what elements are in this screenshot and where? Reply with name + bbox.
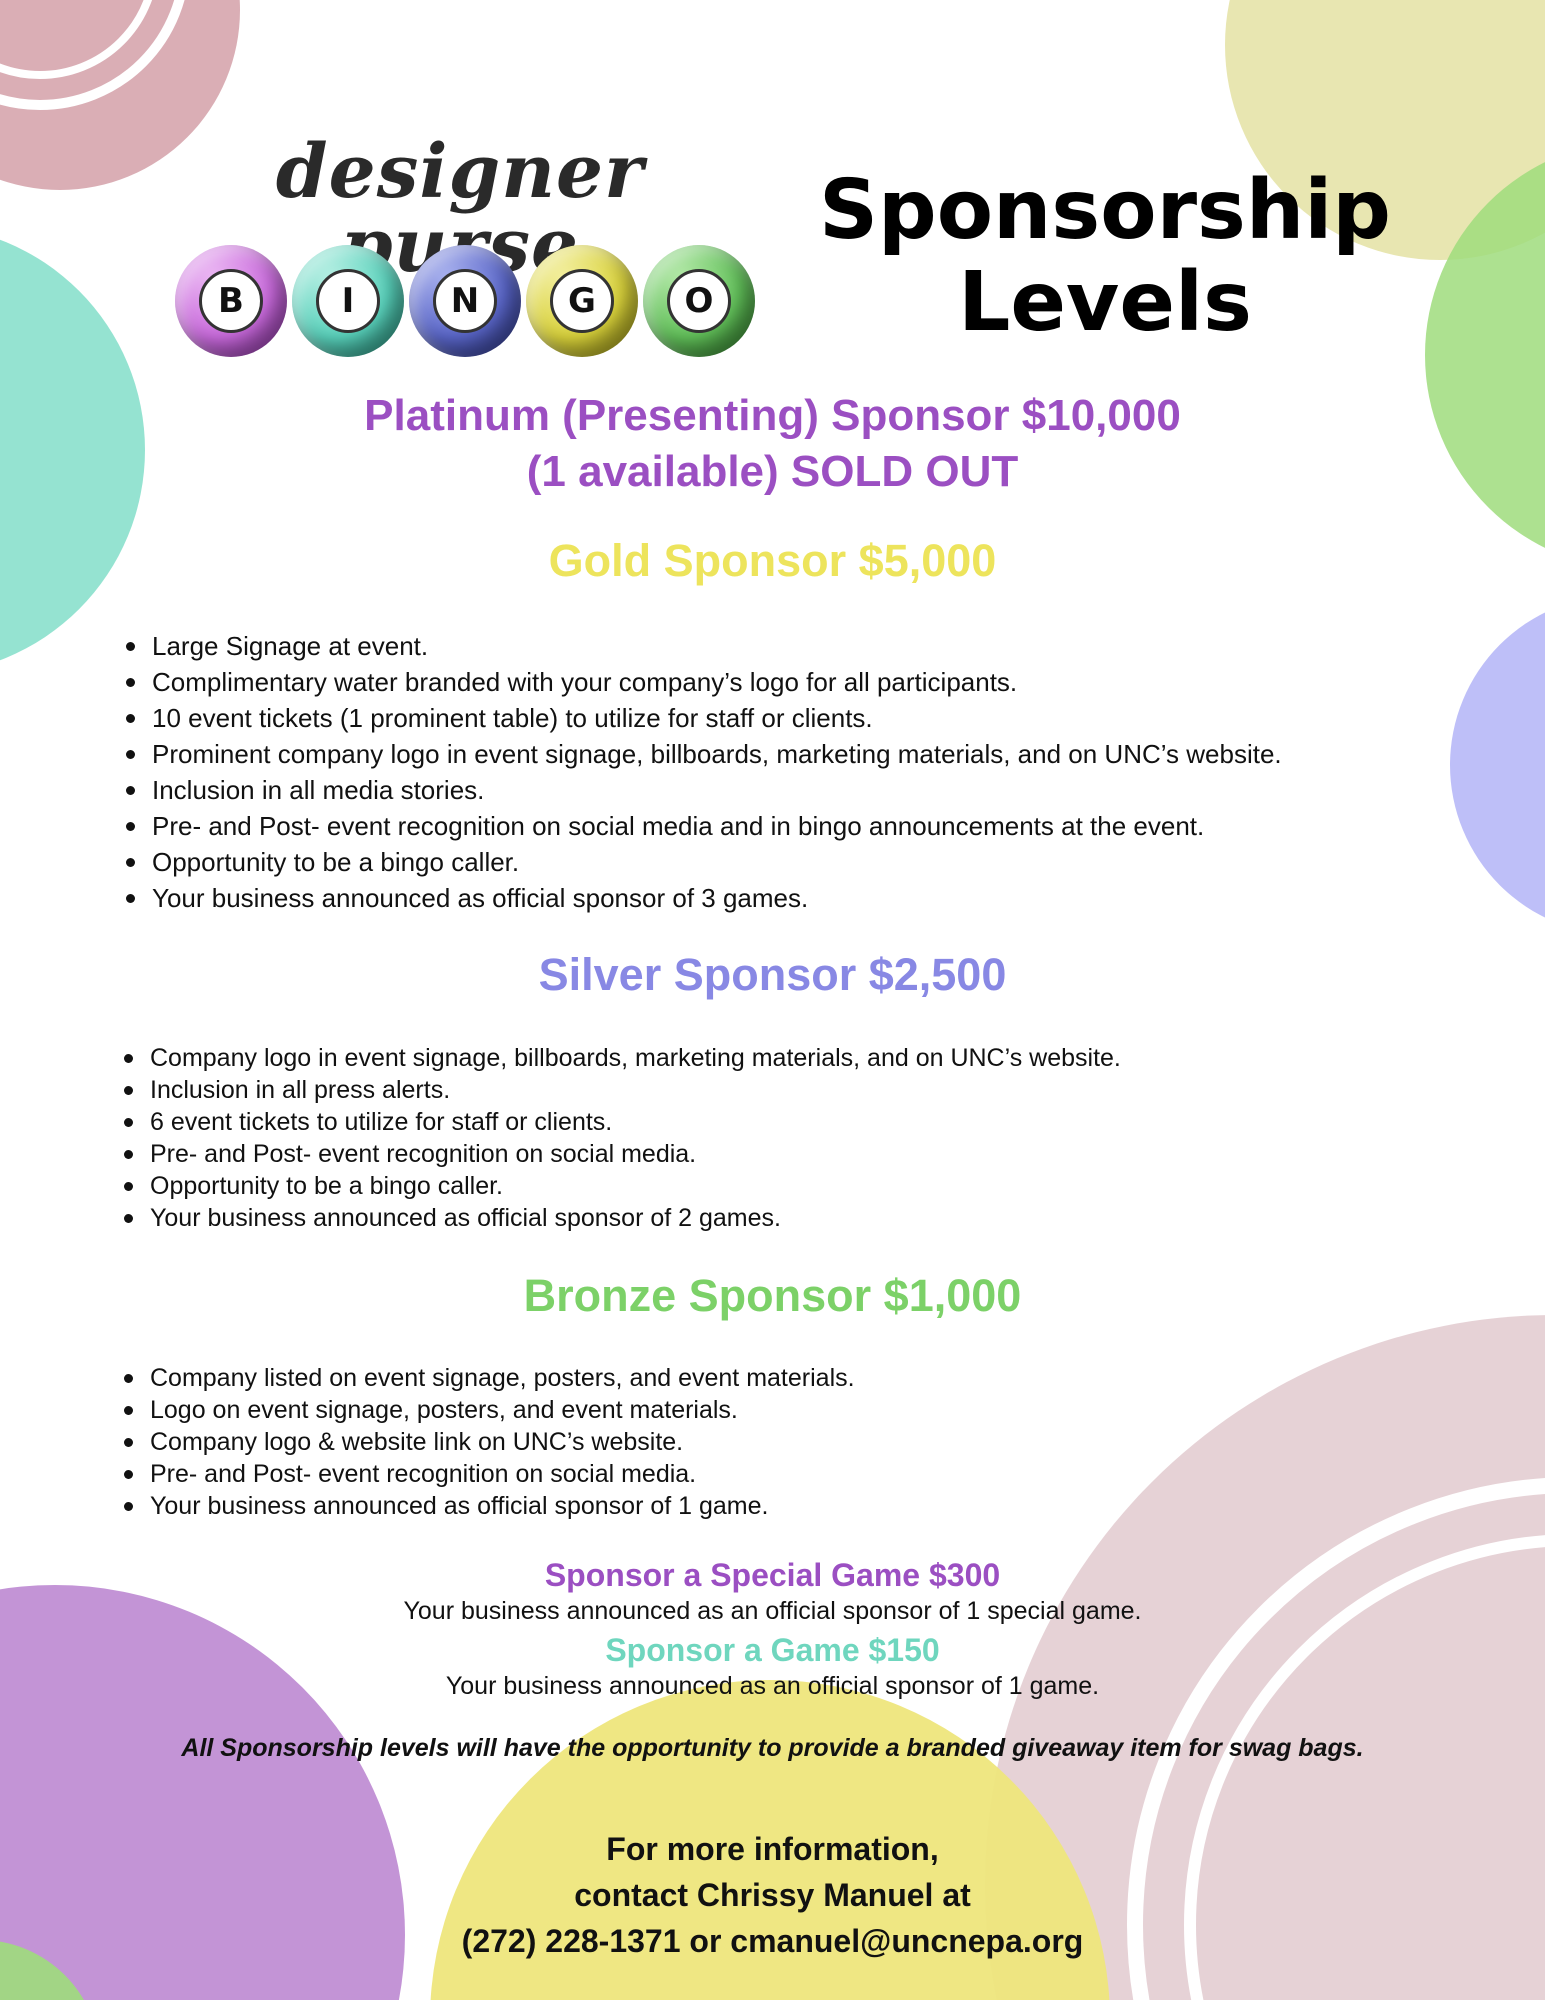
list-item: Inclusion in all media stories. [152,772,1282,808]
designer-purse-bingo-logo [150,129,770,365]
contact-line-3: (272) 228-1371 or cmanuel@uncnepa.org [461,1923,1084,1959]
bronze-benefits-list [120,1362,855,1522]
contact-line-1: For more information, [606,1831,939,1867]
list-item: 6 event tickets to utilize for staff or clients. [150,1106,1121,1138]
gold-benefits-list [122,628,1282,916]
list-item: Company listed on event signage, posters, and event materials. [150,1364,855,1392]
list-item: Your business announced as official sponsor of 3 games. [152,880,1282,916]
page-title [800,165,1410,349]
swag-bag-note: All Sponsorship levels will have the opportunity to provide a branded giveaway item for swag bags. [181,1734,1364,1762]
bingo-ball-g [526,245,638,357]
list-item: Pre- and Post- event recognition on social media. [150,1138,1121,1170]
bingo-ball-n [409,245,521,357]
list-item: Your business announced as official sponsor of 1 game. [150,1490,855,1522]
bingo-ball-letter: O [667,269,731,333]
gold-heading: Gold Sponsor $5,000 [548,535,997,586]
title-line-2: Levels [958,255,1252,350]
bronze-heading: Bronze Sponsor $1,000 [523,1270,1022,1321]
bingo-ball-b [175,245,287,357]
list-item: Company logo in event signage, billboards, marketing materials, and on UNC’s website. [150,1044,1121,1072]
list-item: Logo on event signage, posters, and event materials. [150,1394,855,1426]
list-item: 10 event tickets (1 prominent table) to utilize for staff or clients. [152,700,1282,736]
list-item: Company logo & website link on UNC’s website. [150,1426,855,1458]
contact-info [0,1826,1545,1964]
list-item: Large Signage at event. [152,628,1282,664]
contact-line-2: contact Chrissy Manuel at [574,1877,971,1913]
game-heading: Sponsor a Game $150 [605,1632,940,1668]
list-item: Opportunity to be a bingo caller. [150,1170,1121,1202]
list-item: Inclusion in all press alerts. [150,1074,1121,1106]
list-item: Prominent company logo in event signage, billboards, marketing materials, and on UNC’s website. [152,736,1282,772]
platinum-line-1: Platinum (Presenting) Sponsor $10,000 [364,391,1181,440]
bingo-ball-letter: B [199,269,263,333]
list-item: Your business announced as official sponsor of 2 games. [150,1202,1121,1234]
logo-script-text: designer [275,129,645,215]
platinum-line-2: (1 available) SOLD OUT [526,447,1019,496]
bingo-ball-letter: G [550,269,614,333]
bingo-ball-o [643,245,755,357]
list-item: Opportunity to be a bingo caller. [152,844,1282,880]
bingo-ball-i [292,245,404,357]
title-line-1: Sponsorship [818,163,1392,258]
list-item: Complimentary water branded with your company’s logo for all participants. [152,664,1282,700]
platinum-heading [0,388,1545,500]
bingo-ball-letter: N [433,269,497,333]
bingo-ball-letter: I [316,269,380,333]
special-game-description: Your business announced as an official sponsor of 1 special game. [403,1597,1142,1625]
list-item: Pre- and Post- event recognition on social media. [150,1458,855,1490]
silver-benefits-list [120,1042,1121,1234]
bingo-balls [175,245,765,365]
silver-heading: Silver Sponsor $2,500 [538,949,1007,1000]
special-game-heading: Sponsor a Special Game $300 [544,1557,1001,1593]
list-item: Pre- and Post- event recognition on social media and in bingo announcements at the event. [152,808,1282,844]
game-description: Your business announced as an official sponsor of 1 game. [445,1672,1100,1700]
